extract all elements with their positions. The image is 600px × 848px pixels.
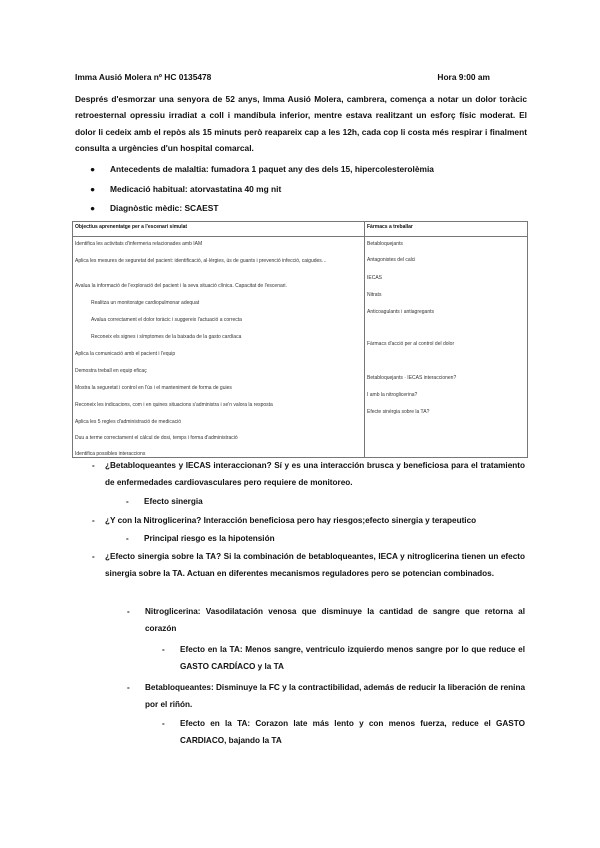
objective-item: Aplica les mesures de seguretat del pacient: identificació, al·lèrgies, ús de guants i prevenció infecció, caigudes… xyxy=(75,258,327,264)
bullet-text: Medicació habitual: atorvastatina 40 mg nit xyxy=(110,184,282,194)
dash-marker: - xyxy=(127,683,130,692)
bullet-marker: ● xyxy=(90,184,96,194)
dash-marker: - xyxy=(126,534,129,543)
dash-marker: - xyxy=(162,719,165,728)
table-header-drugs: Fàrmacs a treballar xyxy=(365,222,528,237)
item-nitroglicerina xyxy=(127,604,525,637)
drug-item: Fàrmacs d'acció per al control del dolor xyxy=(367,341,455,347)
objective-item: Duu a terme correctament el càlcul de dosi, temps i forma d'administració xyxy=(75,435,238,441)
effect-text: Efecto en la TA: Menos sangre, ventriculo izquierdo menos sangre por lo que reduce el GASTO CARDÍACO y la TA xyxy=(180,645,525,671)
drug-item: Nitrats xyxy=(367,292,382,298)
drug-item: Anticoagulants i antiagregants xyxy=(367,309,434,315)
dash-marker: - xyxy=(92,552,95,561)
patient-id: Imma Ausió Molera nº HC 0135478 xyxy=(75,72,212,82)
question-sinergia-ta xyxy=(92,549,525,582)
dash-marker: - xyxy=(92,461,95,470)
drug-item: Antagonistes del calci xyxy=(367,257,416,263)
answer-text: Principal riesgo es la hipotensión xyxy=(144,534,275,543)
effect-betabloqueantes xyxy=(162,716,525,749)
drug-item: IECAS xyxy=(367,275,383,281)
objective-item: Reconeix les indicacions, com i en quines situacions s'administra i se'n valora la resposta xyxy=(75,402,273,408)
case-time: Hora 9:00 am xyxy=(437,72,490,82)
item-text: Nitroglicerina: Vasodilatación venosa que disminuye la cantidad de sangre que retorna al corazón xyxy=(145,607,525,633)
objective-item: Identifica possibles interaccions xyxy=(75,451,146,457)
question-nitroglicerina xyxy=(92,513,525,530)
case-intro: Després d'esmorzar una senyora de 52 anys, Imma Ausió Molera, cambrera, comença a notar un dolor toràcic retroesternal opressiu irradiat a coll i mandíbula inferior, mentre estava realitzant un esforç físic moderat. El dolor li cedeix amb el repòs als 15 minuts però reapareix cap a les 12h, cada cop li costa més respirar i finalment consulta a urgències d'un hospital comarcal. xyxy=(75,94,527,154)
drug-item: Betabloquejants xyxy=(367,241,403,247)
answer-sinergia xyxy=(126,494,524,511)
objective-item: Realitza un monitoratge cardiopulmonar adequat xyxy=(91,300,200,306)
objectives-cell xyxy=(73,237,365,458)
bullet-marker: ● xyxy=(90,203,96,213)
objective-item: Avalua correctament el dolor toràcic i suggereix l'actuació a correcta xyxy=(91,317,242,323)
case-header xyxy=(75,72,525,82)
objective-item: Mostra la seguretat i control en l'ús i el manteniment de forma de guies xyxy=(75,385,232,391)
objective-item: Avalua la informació de l'exploració del pacient i la seva situació clínica. Capacitat de l'escenari. xyxy=(75,283,287,289)
drug-item: I amb la nitroglicerina? xyxy=(367,392,418,398)
objective-item: Identifica les activitats d'infermeria relacionades amb IAM xyxy=(75,241,203,247)
drug-item: Efecte sinèrgia sobre la TA? xyxy=(367,409,430,415)
objectives-table xyxy=(72,221,528,458)
bullet-text: Diagnòstic mèdic: SCAEST xyxy=(110,203,219,213)
objective-item: Demostra treball en equip eficaç xyxy=(75,368,147,374)
drugs-cell xyxy=(365,237,528,458)
answer-text: Efecto sinergia xyxy=(144,497,203,506)
bullet-text: Antecedents de malaltia: fumadora 1 paquet any des dels 15, hipercolesterolèmia xyxy=(110,164,434,174)
dash-marker: - xyxy=(92,516,95,525)
question-text: ¿Betabloqueantes y IECAS interaccionan? Sí y es una interacción brusca y beneficiosa para el tratamiento de enfermedades cardiovasculares pero requiere de monitoreo. xyxy=(105,461,525,487)
dash-marker: - xyxy=(162,645,165,654)
question-text: ¿Efecto sinergia sobre la TA? Si la combinación de betabloqueantes, IECA y nitroglicerina tienen un efecto sinergia sobre la TA. Actuan en diferentes mecanismos reguladores pero se potencian combinados. xyxy=(105,552,525,578)
dash-marker: - xyxy=(127,607,130,616)
question-text: ¿Y con la Nitroglicerina? Interacción beneficiosa pero hay riesgos;efecto sinergia y terapeutico xyxy=(105,516,477,525)
dash-marker: - xyxy=(126,497,129,506)
item-betabloqueantes xyxy=(127,680,525,713)
objective-item: Aplica les 5 regles d'administració de medicació xyxy=(75,419,182,425)
effect-text: Efecto en la TA: Corazon late más lento y con menos fuerza, reduce el GASTO CARDIACO, bajando la TA xyxy=(180,719,525,745)
drug-item: Betabloquejants · IECAS interaccionen? xyxy=(367,375,457,381)
answer-hipotension xyxy=(126,531,524,548)
bullet-marker: ● xyxy=(90,164,96,174)
objective-item: Aplica la comunicació amb el pacient i l'equip xyxy=(75,351,176,357)
table-header-objectives: Objectius aprenentatge per a l'escenari simulat xyxy=(73,222,365,237)
item-text: Betabloqueantes: Disminuye la FC y la contractibilidad, además de reducir la liberación de renina por el riñón. xyxy=(145,683,525,709)
objective-item: Reconeix els signes i símptomes de la baixada de la gasto cardíaca xyxy=(91,334,242,340)
effect-nitroglicerina xyxy=(162,642,525,675)
question-betabloqueantes-iecas xyxy=(92,458,525,491)
